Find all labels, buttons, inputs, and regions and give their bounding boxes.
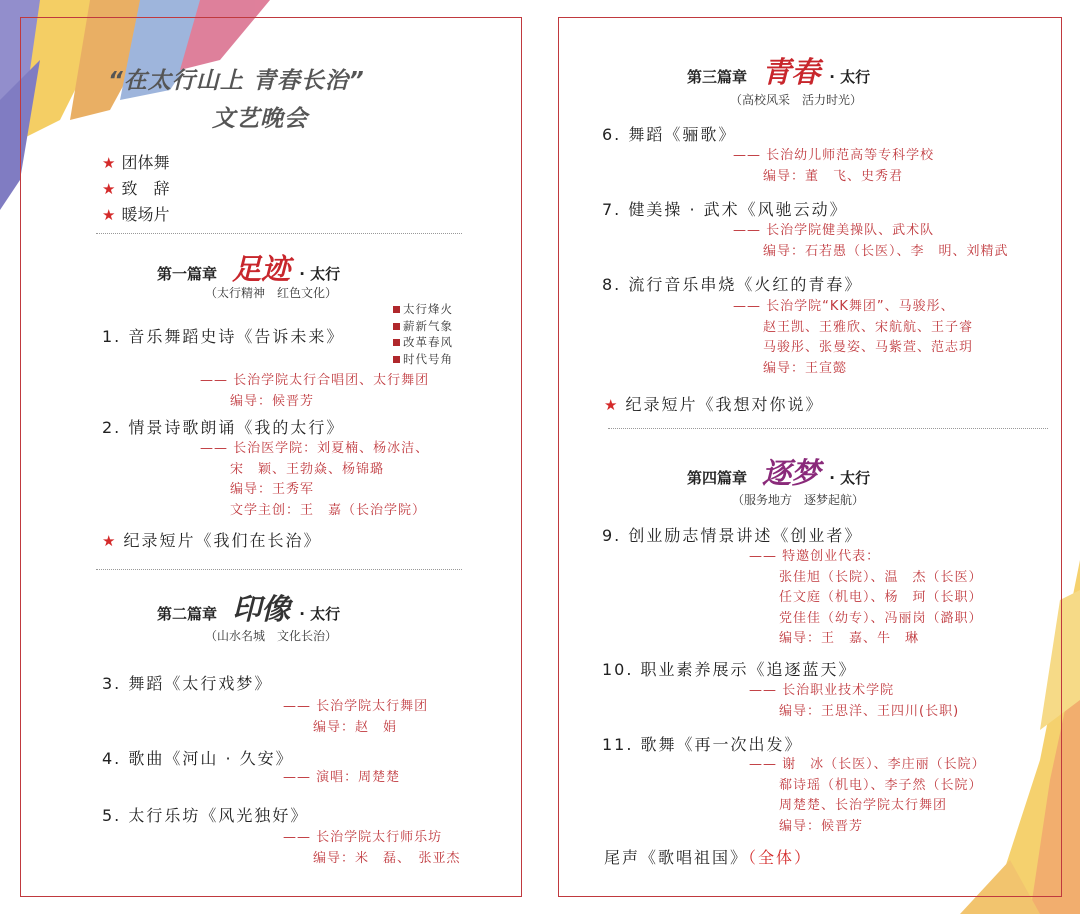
star-icon: ★: [604, 396, 620, 414]
program-title: 10. 职业素养展示《追逐蓝天》: [602, 660, 857, 679]
program-credits: —— 长治学院太行舞团 编导：赵 娟: [283, 699, 429, 735]
star-icon: ★: [102, 154, 116, 172]
program-credits: —— 长治学院太行合唱团、太行舞团 编导：候晋芳: [200, 373, 430, 409]
chapter-2-art-title: 印像: [232, 592, 291, 626]
program-title: 6. 舞蹈《骊歌》: [602, 125, 737, 144]
chapter-3-subtitle: （高校风采 活力时光）: [730, 93, 863, 107]
chapter-2-subtitle: （山水名城 文化长治）: [205, 629, 338, 643]
program-title: 2. 情景诗歌朗诵《我的太行》: [102, 418, 345, 437]
star-icon: ★: [102, 206, 116, 224]
program-title: 7. 健美操 · 武术《风驰云动》: [602, 200, 848, 219]
section-divider: [96, 233, 462, 234]
program-credits: —— 谢 冰（长医）、李庄丽（长院） 郗诗瑶（机电）、李子然（长院） 周楚楚、长治学院太行舞团 编导：候晋芳: [749, 757, 986, 834]
program-title: 3. 舞蹈《太行戏梦》: [102, 674, 273, 693]
chapter-1-subtitle: （太行精神 红色文化）: [205, 286, 338, 300]
star-icon: ★: [102, 532, 118, 550]
program-credits: —— 长治医学院：刘夏楠、杨冰洁、 宋 颖、王勃焱、杨锦璐 编导：王秀军 文学主创：王 嘉（长治学院）: [200, 441, 430, 518]
program-title: 11. 歌舞《再一次出发》: [602, 735, 803, 754]
square-bullet-icon: [393, 306, 400, 313]
section-divider: [96, 569, 462, 570]
program-credits: —— 长治学院“KK舞团”、马骏彤、 赵王凯、王雅欣、宋航航、王子睿 马骏彤、张曼姿、马紫萱、范志玥 编导：王宣懿: [733, 299, 974, 376]
chapter-1-art-title: 足迹: [232, 252, 291, 286]
chapter-3-heading: 第三篇章 青春 · 太行: [687, 55, 871, 89]
chapter-2-heading: 第二篇章 印像 · 太行: [157, 592, 341, 626]
square-bullet-icon: [393, 339, 400, 346]
opening-item: ★ 暖场片: [102, 205, 170, 224]
program-credits: —— 长治学院太行师乐坊 编导：米 磊、 张亚杰: [283, 830, 461, 866]
documentary-item: ★ 纪录短片《我们在长治》: [102, 531, 322, 550]
chapter-1-tags: 太行烽火 薪新气象 改革春风 时代号角: [393, 301, 453, 367]
program-credits: —— 长治幼儿师范高等专科学校 编导：董 飞、史秀君: [733, 148, 935, 184]
chapter-1-heading: 第一篇章 足迹 · 太行: [157, 252, 341, 286]
chapter-4-heading: 第四篇章 逐梦 · 太行: [687, 456, 871, 490]
event-title-line1: “在太行山上 青春长治”: [108, 68, 365, 94]
square-bullet-icon: [393, 356, 400, 363]
opening-item: ★ 致 辞: [102, 179, 170, 198]
program-credits: —— 长治学院健美操队、武术队 编导：石若愚（长医）、李 明、刘精武: [733, 223, 1009, 259]
opening-item: ★ 团体舞: [102, 153, 170, 172]
program-title: 5. 太行乐坊《风光独好》: [102, 806, 309, 825]
program-title: 1. 音乐舞蹈史诗《告诉未来》: [102, 327, 345, 346]
finale-note: （全体）: [748, 848, 813, 867]
chapter-3-art-title: 青春: [762, 55, 821, 89]
program-title: 9. 创业励志情景讲述《创业者》: [602, 526, 863, 545]
program-title: 4. 歌曲《河山 · 久安》: [102, 749, 294, 768]
program-credits: —— 长治职业技术学院 编导：王思洋、王四川(长职): [749, 683, 960, 719]
program-credits: —— 特邀创业代表： 张佳旭（长院）、温 杰（长医） 任文庭（机电）、杨 珂（长职） 党佳佳（幼专）、冯丽岗（潞职） 编导：王 嘉、牛 琳: [749, 549, 983, 646]
star-icon: ★: [102, 180, 116, 198]
chapter-4-art-title: 逐梦: [762, 456, 821, 490]
chapter-4-subtitle: （服务地方 逐梦起航）: [732, 493, 865, 507]
square-bullet-icon: [393, 323, 400, 330]
documentary-item: ★ 纪录短片《我想对你说》: [604, 395, 824, 414]
section-divider: [608, 428, 1048, 429]
event-title-line2: 文艺晚会: [212, 106, 308, 132]
program-credits: —— 演唱：周楚楚: [283, 770, 401, 785]
finale-item: 尾声《歌唱祖国》（全体）: [604, 848, 813, 867]
program-title: 8. 流行音乐串烧《火红的青春》: [602, 275, 863, 294]
